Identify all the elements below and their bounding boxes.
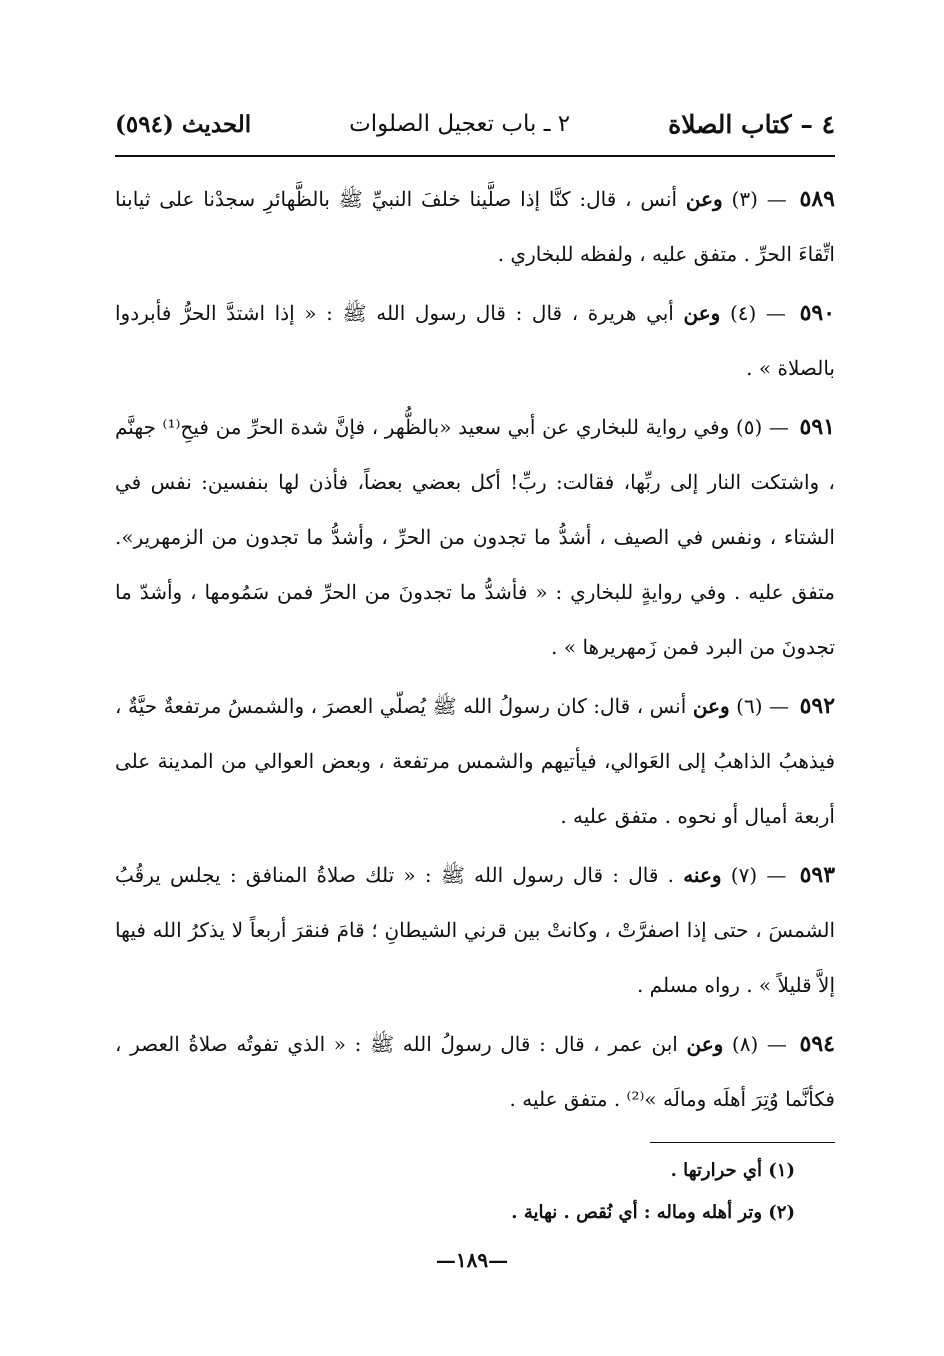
hadith-paragraph	[115, 848, 835, 1013]
hadith-subnumber: — (٤)	[729, 301, 786, 325]
chapter-title: ٢ ـ باب تعجيل الصلوات	[349, 111, 571, 137]
hadith-text: أبي هريرة ، قال : قال رسول الله ﷺ : « إذا اشتدَّ الحرُّ فأبردوا بالصلاة » .	[115, 301, 835, 380]
hadith-subnumber: — (٥)	[735, 415, 789, 439]
book-title: ٤ – كتاب الصلاة	[668, 109, 835, 139]
page-number: —١٨٩—	[435, 1248, 509, 1272]
hadith-narrator-prefix: وعن	[692, 694, 730, 718]
hadith-number: ٥٩٤	[799, 1031, 835, 1057]
hadith-subnumber: — (٧)	[730, 863, 787, 887]
hadith-paragraph	[115, 400, 835, 675]
hadith-text: وفي رواية للبخاري عن أبي سعيد «بالظُّهر ، فإنَّ شدة الحرِّ من فيحِ⁽¹⁾ جهنَّم ، واشتكت النار إلى ربِّها، فقالت: ربِّ! أكل بعضي بعضاً، فأذن لها بنفسين: نفس في الشتاء ، ونفس في الصيف ، أشدُّ ما تجدون من الحرِّ ، وأشدُّ ما تجدون من الزمهرير». متفق عليه . وفي روايةٍ للبخاري : « فأشدُّ ما تجدونَ من الحرِّ فمن سَمُومها ، وأشدّ ما تجدونَ من البرد فمن زَمهريرها » .	[115, 415, 835, 659]
hadith-number: ٥٩٢	[799, 693, 836, 719]
footnotes	[115, 1150, 795, 1234]
hadith-paragraph	[115, 172, 835, 282]
hadith-narrator-prefix: وعن	[685, 187, 723, 211]
hadith-text-body	[115, 172, 835, 1131]
hadith-paragraph	[115, 1017, 835, 1127]
hadith-number: ٥٩٠	[799, 300, 836, 326]
hadith-number: ٥٩١	[799, 414, 835, 440]
hadith-subnumber: — (٨)	[731, 1032, 787, 1056]
hadith-paragraph	[115, 679, 835, 844]
hadith-number: ٥٨٩	[799, 186, 835, 212]
hadith-range: الحديث (٥٩٤)	[115, 110, 252, 138]
hadith-subnumber: — (٣)	[731, 187, 787, 211]
page-header	[115, 100, 835, 148]
footnote: (١) أي حرارتها .	[670, 1160, 795, 1181]
hadith-text: أنس ، قال: كنَّا إذا صلَّينا خلفَ النبيِّ ﷺ بالظَّهائرِ سجدْنا على ثيابنا اتِّقاءَ الحرِّ . متفق عليه ، ولفظه للبخاري .	[115, 187, 835, 266]
hadith-number: ٥٩٣	[799, 862, 836, 888]
hadith-paragraph	[115, 286, 835, 396]
hadith-text: . قال : قال رسول الله ﷺ : « تلك صلاةُ المنافق : يجلس يرقُبُ الشمسَ ، حتى إذا اصفرَّتْ ، وكانتْ بين قرني الشيطانِ ؛ قامَ فنقرَ أربعاً لا يذكرُ الله فيها إلاَّ قليلاً » . رواه مسلم .	[115, 863, 835, 997]
hadith-text: ابن عمر ، قال : قال رسولُ الله ﷺ : « الذي تفوتُه صلاةُ العصر ، فكأنَّما وُتِرَ أهلَه ومالَه »⁽²⁾ . متفق عليه .	[115, 1032, 835, 1111]
hadith-narrator-prefix: وعنه	[683, 863, 722, 887]
footnote-rule	[650, 1142, 835, 1143]
footnote: (٢) وتر أهله وماله : أي نُقص . نهاية .	[511, 1202, 795, 1223]
hadith-narrator-prefix: وعن	[686, 1032, 724, 1056]
hadith-narrator-prefix: وعن	[683, 301, 721, 325]
hadith-subnumber: — (٦)	[736, 694, 790, 718]
hadith-text: أنس ، قال: كان رسولُ الله ﷺ يُصلّي العصرَ ، والشمسُ مرتفعةٌ حيَّةٌ ، فيذهبُ الذاهبُ إلى العَوالي، فيأتيهم والشمس مرتفعة ، وبعض العوالي من المدينة على أربعة أميال أو نحوه . متفق عليه .	[115, 694, 835, 828]
header-rule	[115, 155, 835, 157]
